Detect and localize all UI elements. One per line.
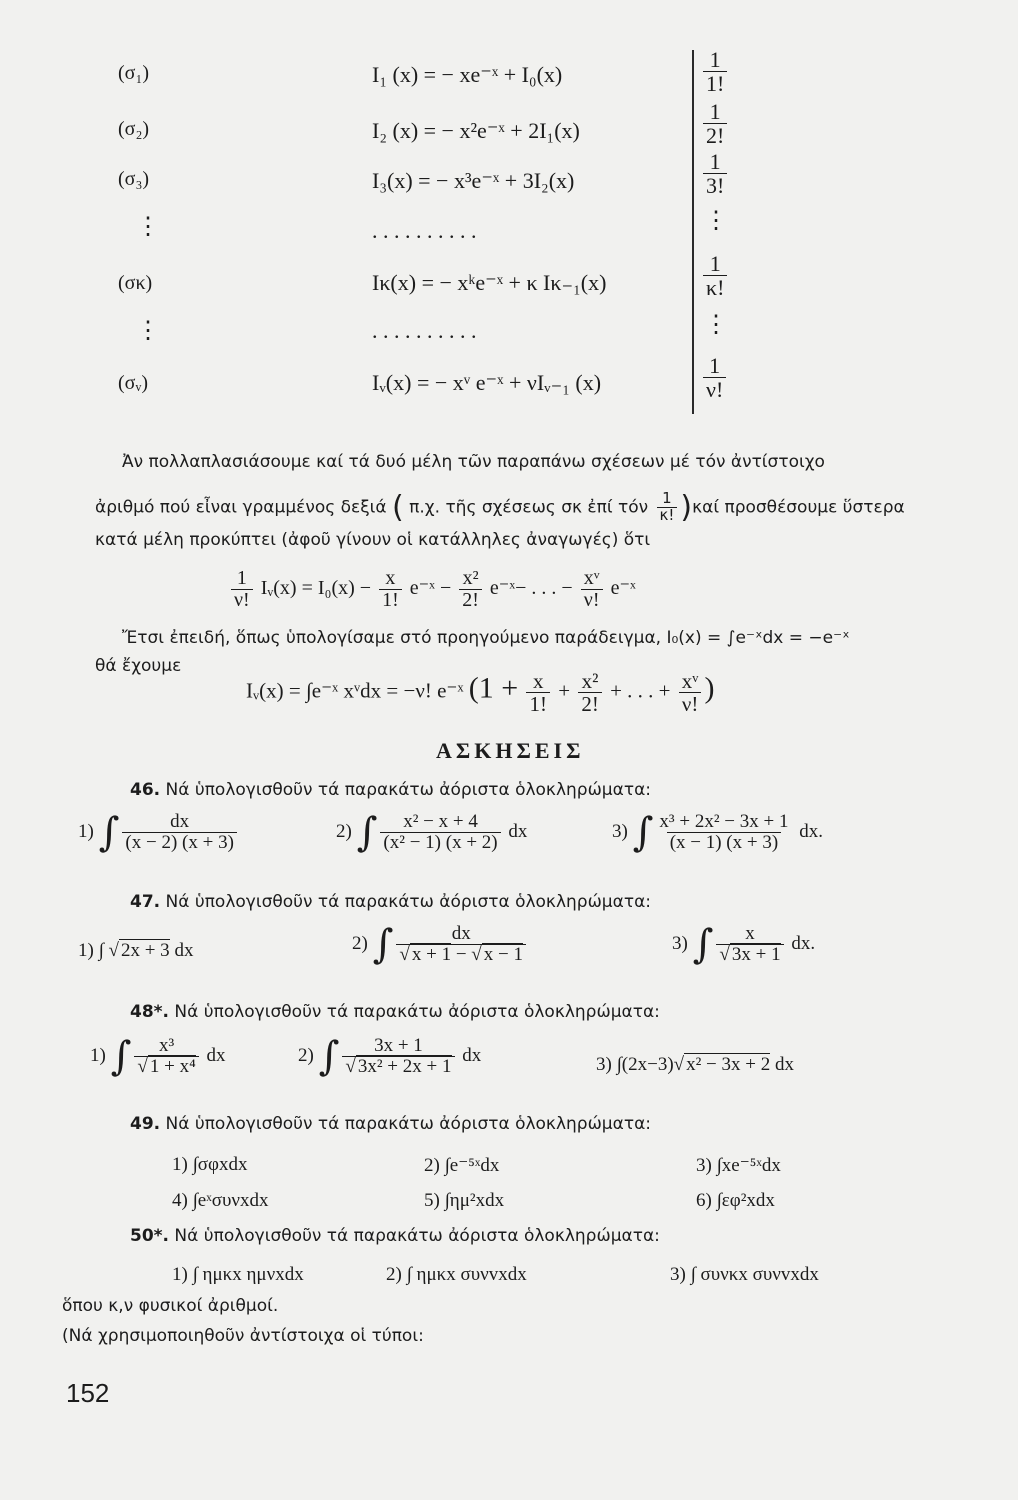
exercise-50-item: 2) ∫ ημκx συνvxdx xyxy=(386,1264,527,1285)
relation-formula: I₃(x) = − x³e⁻ˣ + 3I₂(x) xyxy=(372,168,575,193)
exercise-49-item: 2) ∫e⁻⁵ˣdx xyxy=(424,1155,500,1176)
relation-formula: I₂ (x) = − x²e⁻ˣ + 2I₁(x) xyxy=(372,118,580,143)
exercise-48-item: 1) ∫ $\frac{\text{x³}}{\text{√ 1 + x⁴}}$ dx xyxy=(90,1033,226,1080)
vertical-dots: ⋮ xyxy=(136,214,160,240)
page-number: 152 xyxy=(66,1378,110,1408)
relation-label: (σ₂) xyxy=(118,118,150,140)
exercise-46-item: 1) ∫ $\frac{dx}{(x - 2) (x + 3)}$ xyxy=(78,812,240,853)
exercise-48-item: 3) ∫(2x−3)√ x² − 3x + 2 dx xyxy=(596,1054,794,1075)
exercise-48-item: 2) ∫ $\frac{3x + 1}{\text{√ 3x² + 2x + 1}}$ dx xyxy=(298,1033,482,1080)
vertical-dots: ⋮ xyxy=(704,312,728,338)
exercise-heading: 46. Νά ὑπολογισθοῦν τά παρακάτω ἀόριστα ὁλοκληρώματα: xyxy=(130,780,652,800)
paragraph-line: Ἀν πολλαπλασιάσουμε καί τά δυό μέλη τῶν παραπάνω σχέσεων μέ τόν ἀντίστοιχο xyxy=(122,452,825,472)
exercise-50-item: 1) ∫ ημκx ημνxdx xyxy=(172,1264,304,1285)
relation-factor: $\frac{1}{1!}$ xyxy=(700,48,730,95)
vertical-rule xyxy=(692,50,694,414)
equation-sum: $\frac{1}{\nu!}$ Iᵥ(x) = I₀(x) − $\frac{x}{1!}$ e⁻ˣ − $\frac{\text{x²}}{2!}$ e⁻ˣ− . . . − $\frac{\text{xᵛ}}{\nu!}$ e⁻ˣ xyxy=(228,568,636,611)
exercise-heading: 49. Νά ὑπολογισθοῦν τά παρακάτω ἀόριστα ὁλοκληρώματα: xyxy=(130,1114,652,1134)
vertical-dots: ⋮ xyxy=(136,318,160,344)
vertical-dots: ⋮ xyxy=(704,208,728,234)
dots-row: . . . . . . . . . . xyxy=(372,218,477,243)
exercise-47-item: 2) ∫ $\frac{dx}{√ x + 1 - √ x - 1}$ xyxy=(352,924,529,965)
equation-result: Iᵥ(x) = ∫e⁻ˣ xᵛdx = −ν! e⁻ˣ (1 + $\frac{x}{1!}$ + $\frac{\text{x²}}{2!}$ + . . . + $\frac{\text{xᵛ}}{\nu!}$ ) xyxy=(246,669,715,717)
relation-label: (σ₁) xyxy=(118,62,150,84)
exercise-47-item: 3) ∫ $\frac{x}{√ 3x + 1}$ dx. xyxy=(672,921,816,968)
dots-row: . . . . . . . . . . xyxy=(372,318,477,343)
exercise-heading: 47. Νά ὑπολογισθοῦν τά παρακάτω ἀόριστα ὁλοκληρώματα: xyxy=(130,892,652,912)
relation-label: (σ₃) xyxy=(118,168,150,190)
relation-factor: $\frac{1}{2!}$ xyxy=(700,100,730,147)
section-title: ΑΣΚΗΣΕΙΣ xyxy=(436,738,585,763)
relation-formula: I₁ (x) = − xe⁻ˣ + I₀(x) xyxy=(372,62,563,87)
exercise-50-item: 3) ∫ συνκx συνvxdx xyxy=(670,1264,819,1285)
paragraph-line: Ἔτσι ἐπειδή, ὅπως ὑπολογίσαμε στό προηγούμενο παράδειγμα, I₀(x) = ∫e⁻ˣdx = −e⁻ˣ xyxy=(122,628,850,648)
relation-factor: $\frac{1}{3!}$ xyxy=(700,150,730,197)
exercise-heading: 50*. Νά ὑπολογισθοῦν τά παρακάτω ἀόριστα ὁλοκληρώματα: xyxy=(130,1226,660,1246)
exercise-49-item: 6) ∫εφ²xdx xyxy=(696,1190,775,1211)
exercise-49-item: 1) ∫σφxdx xyxy=(172,1154,248,1175)
paragraph-line: κατά μέλη προκύπτει (ἀφοῦ γίνουν οἱ κατάλληλες ἀναγωγές) ὅτι xyxy=(95,530,651,550)
note-line: ὅπου κ,ν φυσικοί ἀριθμοί. xyxy=(62,1296,279,1316)
exercise-heading: 48*. Νά ὑπολογισθοῦν τά παρακάτω ἀόριστα ὁλοκληρώματα: xyxy=(130,1002,660,1022)
exercise-46-item: 2) ∫ $\frac{\text{x² − x + 4}}{\text{(x² − 1) (x + 2)}}$ dx xyxy=(336,809,528,856)
exercise-49-item: 4) ∫eˣσυνxdx xyxy=(172,1190,269,1211)
exercise-49-item: 5) ∫ημ²xdx xyxy=(424,1190,505,1211)
paragraph-line: ἀριθμό πού εἶναι γραμμένος δεξιά ( π.χ. τῆς σχέσεως σκ ἐπί τόν $\frac{1}{\kappa!}$ )καί προσθέσουμε ὕστερα xyxy=(95,489,905,525)
exercise-47-item: 1) ∫ √ 2x + 3 dx xyxy=(78,940,194,961)
relation-formula: Iκ(x) = − xᵏe⁻ˣ + κ Iκ₋₁(x) xyxy=(372,270,607,295)
exercise-46-item: 3) ∫ $\frac{\text{x³ + 2x² − 3x + 1}}{(x - 1) (x + 3)}$ dx. xyxy=(612,809,823,856)
paragraph-line: θά ἔχουμε xyxy=(95,656,182,676)
relation-label: (σκ) xyxy=(118,272,153,294)
relation-factor: $\frac{1}{\kappa!}$ xyxy=(700,252,730,299)
relation-factor: $\frac{1}{\nu!}$ xyxy=(700,354,729,401)
exercise-49-item: 3) ∫xe⁻⁵ˣdx xyxy=(696,1155,781,1176)
relation-label: (σᵥ) xyxy=(118,372,148,394)
relation-formula: Iᵥ(x) = − xᵛ e⁻ˣ + νIᵥ₋₁ (x) xyxy=(372,370,602,395)
note-line: (Νά χρησιμοποιηθοῦν ἀντίστοιχα οἱ τύποι: xyxy=(62,1326,424,1346)
